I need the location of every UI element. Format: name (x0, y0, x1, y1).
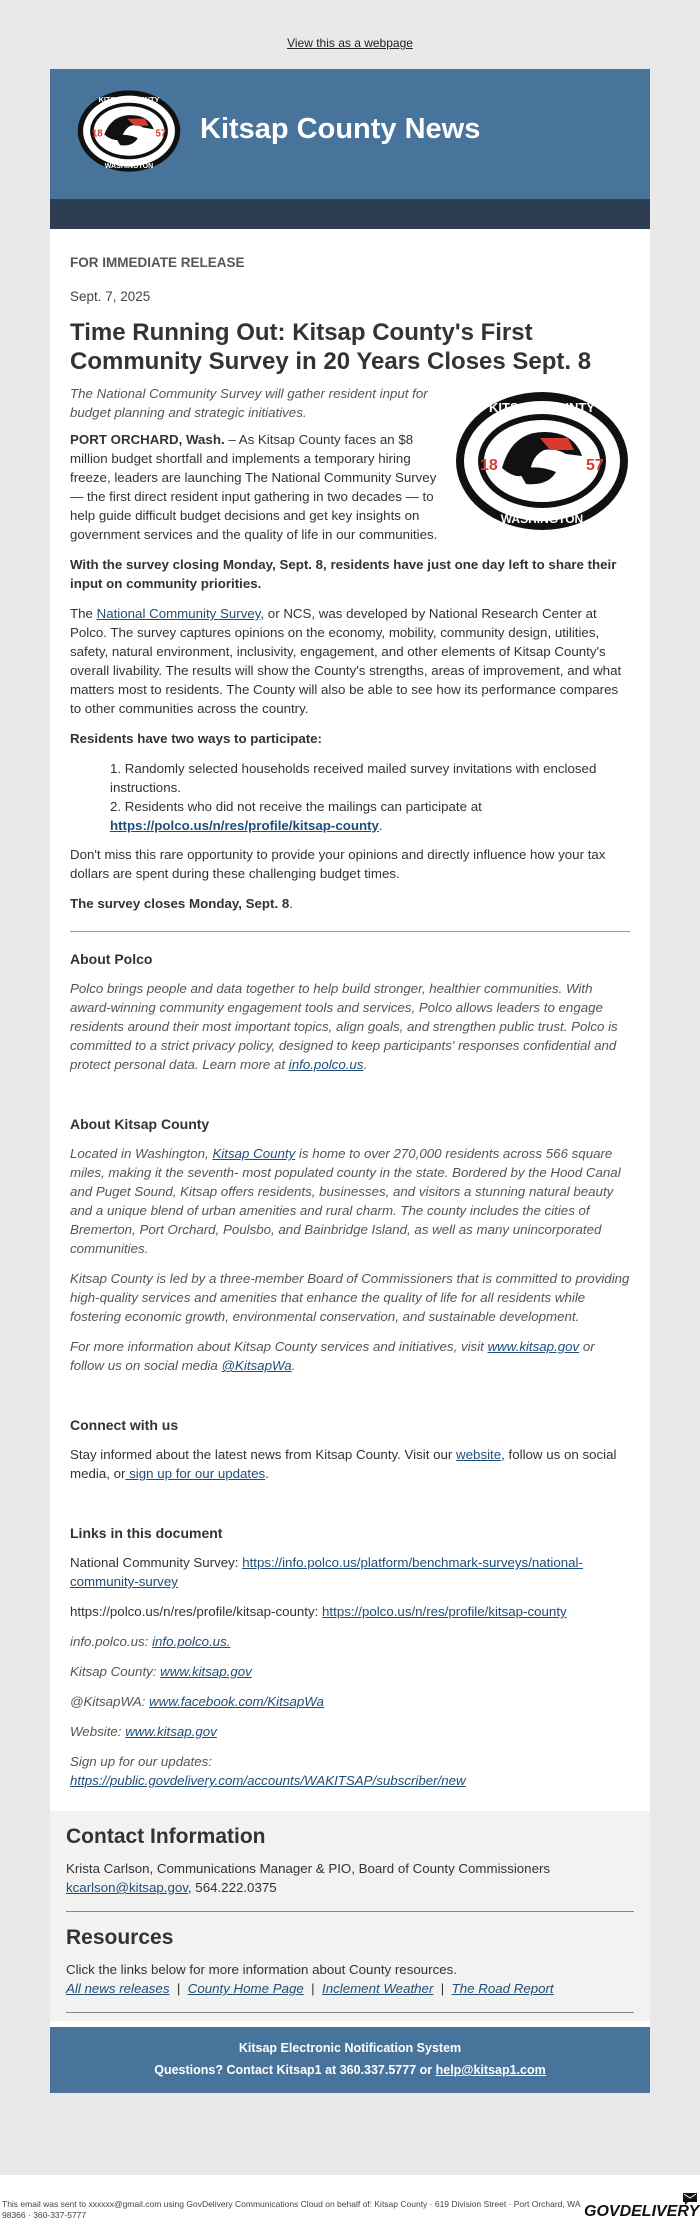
info-polco-link[interactable]: info.polco.us (288, 1057, 364, 1072)
email-container (50, 69, 650, 2093)
resources-heading: Resources (66, 1926, 174, 1949)
seal-year-right: 57 (155, 128, 167, 140)
list-item: 1. Randomly selected households received mailed survey invitations with enclosed instructions. (110, 761, 597, 795)
list-item-text: 2. Residents who did not receive the mailings can participate at (110, 799, 482, 814)
closing-text: The survey closes Monday, Sept. 8 (70, 896, 290, 911)
contact-email-link[interactable]: kcarlson@kitsap.gov (66, 1880, 188, 1895)
kitsap-county-url-link[interactable]: www.kitsap.gov (160, 1664, 252, 1679)
article-body (50, 229, 650, 1811)
paragraph-ncs-text: , or NCS, was developed by National Research Center at Polco. The survey captures opinions on the economy, mobility, community design, utilities, safety, natural environment, inclusivity, engagement, and other elements of Kitsap County's overall livability. The results will show the County's strengths, areas of improvement, and what matters most to residents. The County will also be able to see how its performance compares to other communities across the country. (70, 606, 622, 716)
links-heading: Links in this document (70, 1525, 223, 1541)
connect-pre: Stay informed about the latest news from Kitsap County. Visit our (70, 1447, 457, 1462)
link-label: National Community Survey: (70, 1555, 243, 1570)
footer-contact (60, 2059, 640, 2081)
resources-links (66, 1960, 634, 1998)
about-kitsap-heading: About Kitsap County (70, 1116, 210, 1132)
seal-top-text: KITSAP COUNTY (98, 94, 160, 104)
seal-large-bottom-text: WASHINGTON (500, 512, 584, 526)
paragraph-opportunity: Don't miss this rare opportunity to provide your opinions and directly influence how your tax dollars are spent during these challenging budget times. (70, 847, 606, 881)
newsletter-header (50, 69, 650, 229)
contact-details (66, 1859, 634, 1897)
resources-intro: Click the links below for more information about County resources. (66, 1962, 457, 1977)
list-item (70, 1632, 630, 1651)
road-report-link[interactable]: The Road Report (451, 1981, 554, 1996)
list-item (70, 1602, 630, 1621)
release-label: FOR IMMEDIATE RELEASE (70, 255, 245, 270)
link-label: Sign up for our updates: (70, 1754, 212, 1769)
paragraph-deadline: With the survey closing Monday, Sept. 8, residents have just one day left to share their input on community priorities. (70, 557, 617, 591)
about-polco-heading: About Polco (70, 951, 153, 967)
section-divider (66, 1911, 634, 1912)
footer-contact-text: Questions? Contact Kitsap1 at 360.337.5777 or (154, 2063, 436, 2077)
ways-heading: Residents have two ways to participate: (70, 731, 322, 746)
link-label: https://polco.us/n/res/profile/kitsap-county: (70, 1604, 323, 1619)
link-label: Website: (70, 1724, 126, 1739)
link-label: Kitsap County: (70, 1664, 161, 1679)
contact-heading: Contact Information (66, 1825, 266, 1848)
header-band (50, 199, 650, 229)
seal-large-top-text: KITSAP COUNTY (489, 400, 595, 415)
sent-to-text: This email was sent to xxxxxx@gmail.com using GovDelivery Communications Cloud on behalf of: Kitsap County · 619 Division Street · Port Orchard, WA 98366 · 360-337-5777 (2, 2199, 581, 2220)
kitsapwa-social-link[interactable]: @KitsapWa (221, 1358, 292, 1373)
website-url-link[interactable]: www.kitsap.gov (125, 1724, 217, 1739)
about-kitsap-p3-pre: For more information about Kitsap County services and initiatives, visit (70, 1339, 488, 1354)
govdelivery-signup-url-link[interactable]: https://public.govdelivery.com/accounts/WAKITSAP/subscriber/new (70, 1773, 466, 1788)
seal-large-year-right: 57 (586, 457, 604, 474)
about-kitsap-p1-pre: Located in Washington, (70, 1146, 213, 1161)
link-separator: | (311, 1981, 315, 1996)
about-kitsap-p1-text: is home to over 270,000 residents across 566 square miles, making it the seventh- most populated county in the state. Bordered by the Hood Canal and Puget Sound, Kitsap offers residents, businesses, and visitors a stunning natural beauty and a unique blend of urban amenities and rural charm. The county includes the cities of Bremerton, Port Orchard, Poulsbo, and Bainbridge Island, as well as many unincorporated communities. (70, 1146, 621, 1256)
list-item (70, 1662, 630, 1681)
connect-mid: , follow us on social media, or (70, 1447, 617, 1481)
release-date: Sept. 7, 2025 (70, 289, 151, 304)
inclement-weather-link[interactable]: Inclement Weather (322, 1981, 434, 1996)
paragraph-closing (70, 894, 630, 913)
about-kitsap-p3-end: . (291, 1358, 296, 1373)
contact-section (50, 1811, 650, 2021)
about-kitsap-p2: Kitsap County is led by a three-member Board of Commissioners that is committed to providing high-quality services and amenities that enhance the quality of life for all residents while fostering economic growth, environmental conservation, and sustainable development. (70, 1271, 630, 1324)
seal-year-left: 18 (91, 128, 103, 140)
about-kitsap-p3 (70, 1337, 630, 1375)
newsletter-title: Kitsap County News (200, 113, 481, 145)
list-item (70, 1752, 630, 1790)
link-label: @KitsapWA: (70, 1694, 150, 1709)
list-item (70, 1722, 630, 1741)
connect-text (70, 1445, 630, 1483)
link-separator: | (176, 1981, 181, 1996)
facebook-url-link[interactable]: www.facebook.com/KitsapWa (149, 1694, 324, 1709)
seal-large-year-left: 18 (480, 457, 498, 474)
dateline: PORT ORCHARD, Wash. (70, 432, 225, 447)
email-legal-footer (0, 2185, 700, 2235)
info-polco-url-link[interactable]: info.polco.us. (152, 1634, 231, 1649)
seal-bottom-text: WASHINGTON (104, 163, 154, 171)
county-seal-icon (76, 88, 182, 174)
about-polco-body: Polco brings people and data together to help build stronger, healthier communities. With award-winning community engagement tools and services, Polco allows leaders to engage residents around their most important topics, align goals, and strengthen public trust. Polco is committed to a strict privacy policy, designed to keep participants' responses confidential and protect personal data. Learn more at (70, 981, 618, 1072)
govdelivery-logo[interactable]: GOVDELIVERY (584, 2203, 700, 2220)
polco-profile-link[interactable]: https://polco.us/n/res/profile/kitsap-county (110, 818, 379, 833)
about-polco-text (70, 979, 630, 1074)
paragraph-intro-text: – As Kitsap County faces an $8 million budget shortfall and implements a temporary hiring freeze, leaders are launching The National Community Survey — the first direct resident input gathering in two decades — to help guide difficult budget decisions and get key insights on government services and the quality of life in our communities. (70, 432, 438, 542)
polco-profile-url-link[interactable]: https://polco.us/n/res/profile/kitsap-county (322, 1604, 567, 1619)
headline: Time Running Out: Kitsap County's First Community Survey in 20 Years Closes Sept. 8 (70, 319, 592, 375)
envelope-icon (683, 2193, 697, 2205)
paragraph-ncs-pre: The (70, 606, 97, 621)
ways-list (70, 759, 630, 835)
view-as-webpage-link[interactable]: View this as a webpage (287, 36, 413, 50)
link-label: info.polco.us: (70, 1634, 153, 1649)
contact-name: Krista Carlson, Communications Manager & PIO, Board of County Commissioners (66, 1861, 551, 1876)
section-divider (70, 931, 630, 932)
ncs-url-link[interactable]: https://info.polco.us/platform/benchmark-surveys/national-community-survey (70, 1555, 583, 1589)
county-home-page-link[interactable]: County Home Page (187, 1981, 304, 1996)
subhead: The National Community Survey will gather resident input for budget planning and strategic initiatives. (70, 386, 428, 420)
notification-footer (50, 2027, 650, 2093)
list-item (110, 797, 630, 835)
kitsap-county-link[interactable]: Kitsap County (212, 1146, 296, 1161)
section-divider (66, 2012, 634, 2013)
all-news-releases-link[interactable]: All news releases (66, 1981, 170, 1996)
about-polco-end: . (363, 1057, 368, 1072)
link-separator: | (440, 1981, 445, 1996)
national-community-survey-link[interactable]: National Community Survey (96, 606, 261, 621)
contact-phone: , 564.222.0375 (187, 1880, 277, 1895)
list-item (70, 1553, 630, 1591)
about-kitsap-p3-mid: or follow us on social media (70, 1339, 595, 1373)
closing-end: . (289, 896, 293, 911)
website-link[interactable]: website (456, 1447, 502, 1462)
about-kitsap-p1 (70, 1144, 630, 1258)
footer-title: Kitsap Electronic Notification System (238, 2041, 462, 2055)
list-item (70, 1692, 630, 1711)
kitsap-gov-link[interactable]: www.kitsap.gov (487, 1339, 580, 1354)
list-item-end: . (378, 818, 383, 833)
paragraph-ncs (70, 604, 630, 718)
county-seal-large-icon (454, 390, 630, 532)
links-in-document (70, 1524, 630, 1790)
signup-updates-link[interactable]: sign up for our updates (125, 1466, 266, 1481)
help-email-link[interactable]: help@kitsap1.com (435, 2063, 546, 2077)
connect-end: . (265, 1466, 269, 1481)
connect-heading: Connect with us (70, 1417, 179, 1433)
